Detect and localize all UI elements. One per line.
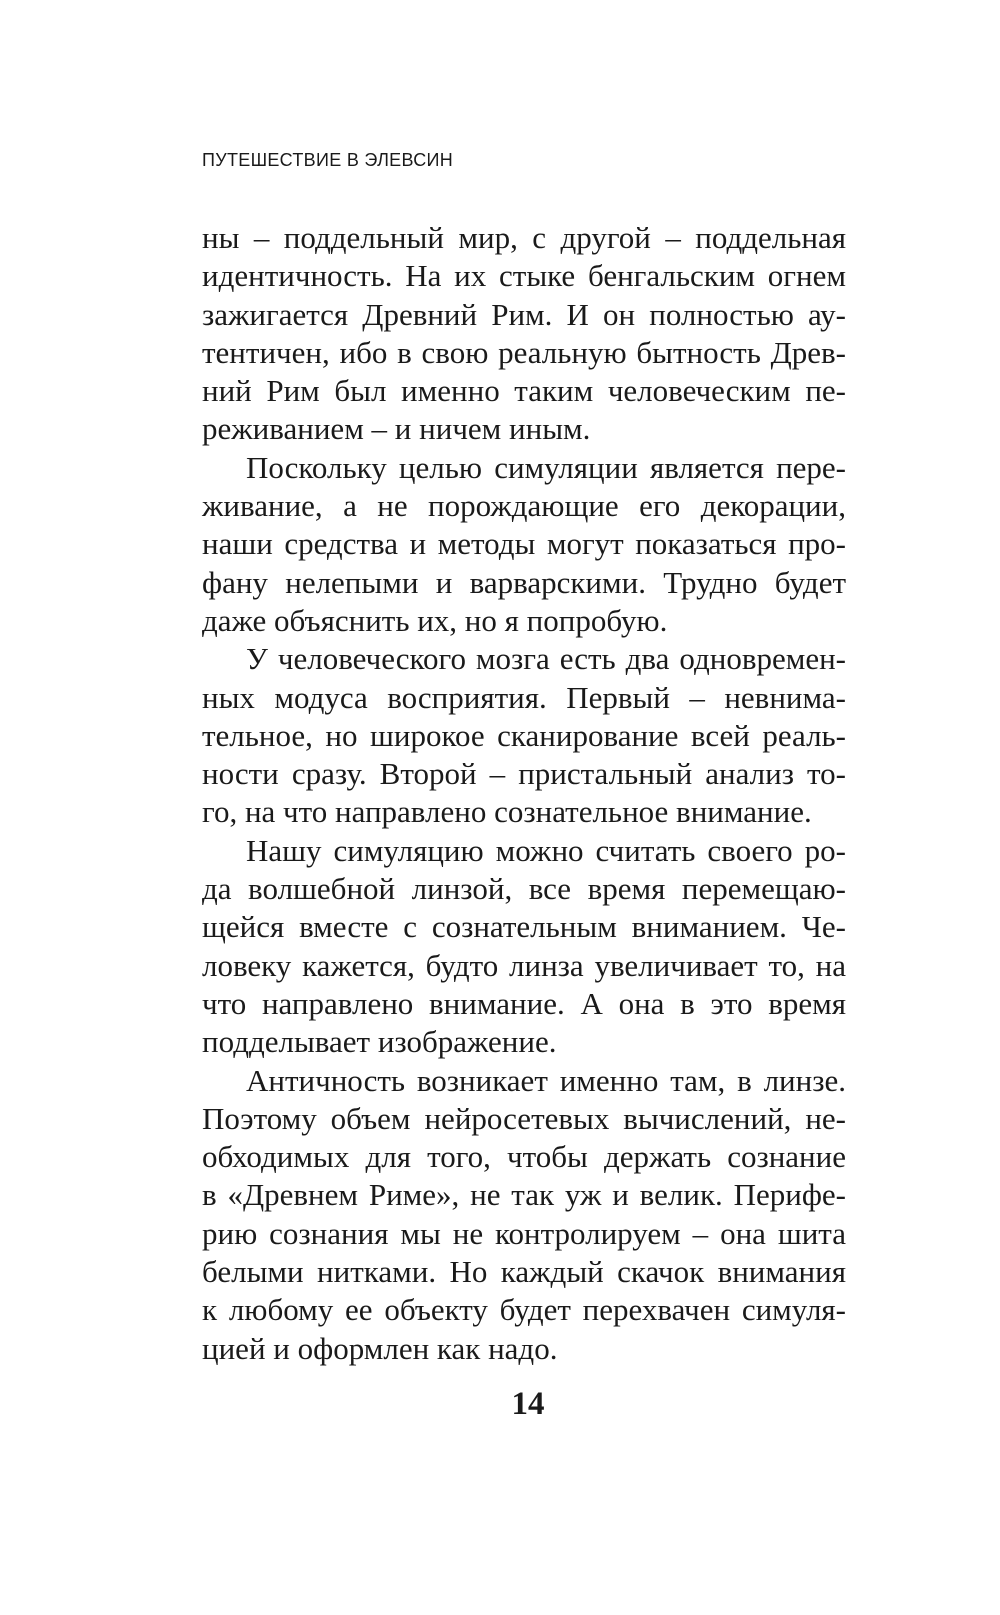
text-line: рию сознания мы не контролируем – она шита <box>202 1215 846 1251</box>
text-line: Поэтому объем нейросетевых вычислений, не- <box>202 1100 846 1136</box>
text-line: к любому ее объекту будет перехвачен симуля- <box>202 1292 846 1328</box>
text-line: щейся вместе с сознательным вниманием. Че- <box>202 909 846 945</box>
text-line: Античность возникает именно там, в линзе. <box>246 1062 846 1098</box>
text-line: живание, а не порождающие его декорации, <box>202 488 846 524</box>
text-line: ности сразу. Второй – пристальный анализ то- <box>202 756 846 792</box>
text-line: что направлено внимание. А она в это время <box>202 985 846 1021</box>
text-line: даже объяснить их, но я попробую. <box>202 602 668 638</box>
text-line: обходимых для того, чтобы держать сознание <box>202 1139 846 1175</box>
text-line: ных модуса восприятия. Первый – невнима- <box>202 679 846 715</box>
text-line: зажигается Древний Рим. И он полностью ау- <box>202 296 846 332</box>
text-line: идентичность. На их стыке бенгальским огнем <box>202 258 846 294</box>
text-line: реживанием – и ничем иным. <box>202 411 591 447</box>
text-line: в «Древнем Риме», не так уж и велик. Перифе- <box>202 1177 846 1213</box>
text-line: Нашу симуляцию можно считать своего ро- <box>246 832 846 868</box>
text-line: ны – поддельный мир, с другой – поддельная <box>202 220 846 255</box>
text-line: го, на что направлено сознательное внимание. <box>202 794 812 830</box>
text-line: фану нелепыми и варварскими. Трудно будет <box>202 564 846 600</box>
body-text <box>202 219 846 1368</box>
text-line: подделывает изображение. <box>202 1024 557 1060</box>
text-line: Поскольку целью симуляции является пере- <box>246 449 846 485</box>
text-line: белыми нитками. Но каждый скачок внимания <box>202 1254 846 1290</box>
paragraph <box>202 1062 846 1368</box>
paragraph <box>202 832 846 1062</box>
text-line: наши средства и методы могут показаться про- <box>202 526 846 562</box>
text-line: У человеческого мозга есть два одновремен- <box>246 641 846 677</box>
text-line: тентичен, ибо в свою реальную бытность Древ- <box>202 334 846 370</box>
running-head: ПУТЕШЕСТВИЕ В ЭЛЕВСИН <box>202 150 454 170</box>
page-number: 14 <box>511 1386 545 1422</box>
text-line: тельное, но широкое сканирование всей реаль- <box>202 717 846 753</box>
paragraph <box>202 640 846 831</box>
paragraph <box>202 219 846 449</box>
text-line: цией и оформлен как надо. <box>202 1330 558 1366</box>
text-line: ний Рим был именно таким человеческим пе- <box>202 373 846 409</box>
text-line: ловеку кажется, будто линза увеличивает то, на <box>202 947 846 983</box>
text-line: да волшебной линзой, все время перемещаю- <box>202 871 846 907</box>
paragraph <box>202 449 846 640</box>
